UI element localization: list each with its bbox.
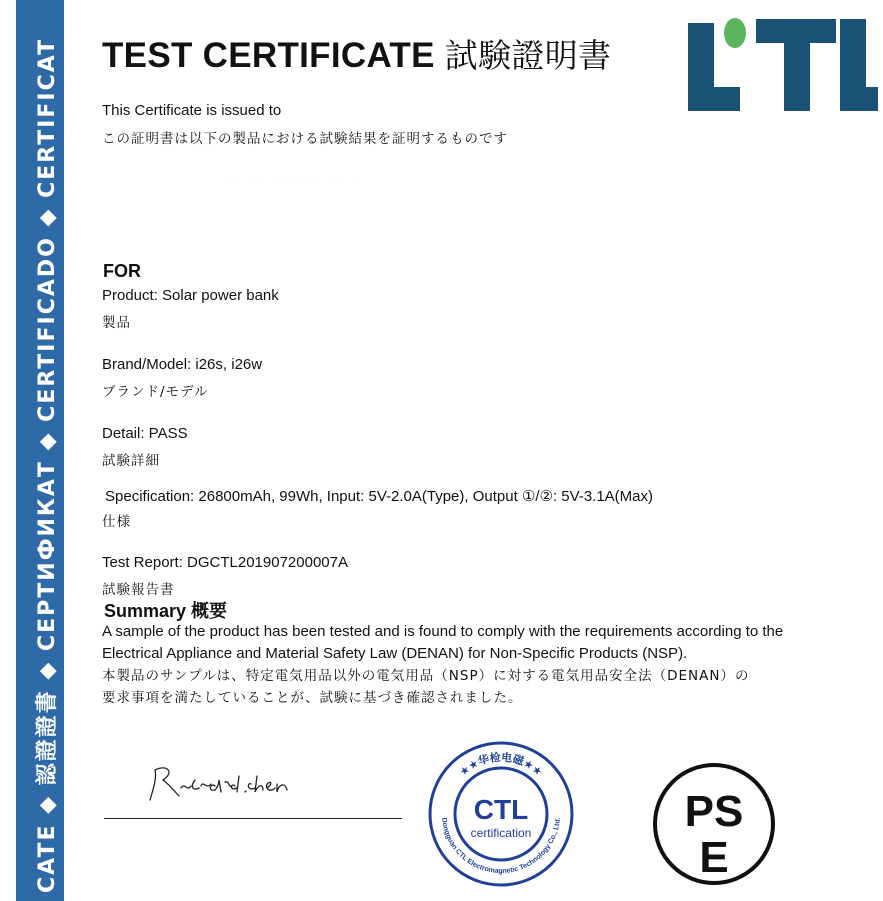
summary-en-line-2: Electrical Appliance and Material Safety Law (DENAN) for Non-Specific Products (NSP).	[102, 645, 688, 662]
field-product: Product: Solar power bank	[102, 287, 279, 304]
pse-line-1: PS	[684, 787, 744, 836]
redacted-area: · · · · · · · · · · · ·	[225, 178, 360, 184]
field-product-jp: 製品	[102, 315, 131, 331]
summary-en-line-1: A sample of the product has been tested and is found to comply with the requirements according to the	[102, 623, 784, 640]
side-band-text: CATE ◆ 認證證書 ◆ СЕРТИФИКАТ ◆ CERTIFICADO ◆ CERTIFICAT	[35, 37, 60, 893]
field-test-report: Test Report: DGCTL201907200007A	[102, 554, 348, 571]
pse-mark	[652, 762, 776, 886]
stamp-center: CTL	[473, 794, 529, 825]
title-en: TEST CERTIFICATE	[102, 36, 435, 75]
signature-line	[104, 818, 402, 819]
logo-letter-t-stem	[784, 19, 810, 111]
for-heading: FOR	[103, 261, 141, 281]
field-specification: Specification: 26800mAh, 99Wh, Input: 5V-2.0A(Type), Output ①/②: 5V-3.1A(Max)	[105, 488, 653, 505]
stamp-top-text: ★★华检电磁★★	[456, 750, 546, 779]
field-detail: Detail: PASS	[102, 425, 188, 442]
ctl-certification-stamp	[428, 741, 574, 887]
stamp-sub: certification	[470, 826, 532, 840]
summary-body	[102, 621, 842, 709]
logo-letter-l-base	[840, 87, 878, 111]
field-test-report-jp: 試験報告書	[102, 582, 175, 598]
summary-jp-line-1: 本製品のサンプルは、特定電気用品以外の電気用品（NSP）に対する電気用品安全法（DENAN）の	[102, 668, 750, 684]
summary-jp-line-2: 要求事項を満たしていることが、試験に基づき確認されました。	[102, 690, 523, 706]
summary-heading: Summary 概要	[104, 601, 228, 621]
signature	[145, 758, 295, 808]
ctl-logo	[688, 15, 878, 111]
field-specification-jp: 仕様	[102, 514, 131, 530]
stamp-ring-text: Dongguan CTL Electromagnetic Technology Co., Ltd.	[440, 817, 562, 876]
intro-en: This Certificate is issued to	[102, 102, 282, 119]
title-jp: 試験證明書	[444, 36, 612, 75]
intro-jp: この証明書は以下の製品における試験結果を証明するものです	[102, 131, 508, 147]
certificate-title	[102, 30, 611, 77]
logo-dot	[724, 18, 746, 48]
signature-stroke	[150, 768, 287, 800]
field-brand-model: Brand/Model: i26s, i26w	[102, 356, 263, 373]
logo-letter-c-base	[688, 87, 740, 111]
field-detail-jp: 試験詳細	[102, 453, 160, 469]
field-brand-model-jp: ブランド/モデル	[102, 384, 209, 400]
pse-line-2: E	[699, 833, 729, 882]
